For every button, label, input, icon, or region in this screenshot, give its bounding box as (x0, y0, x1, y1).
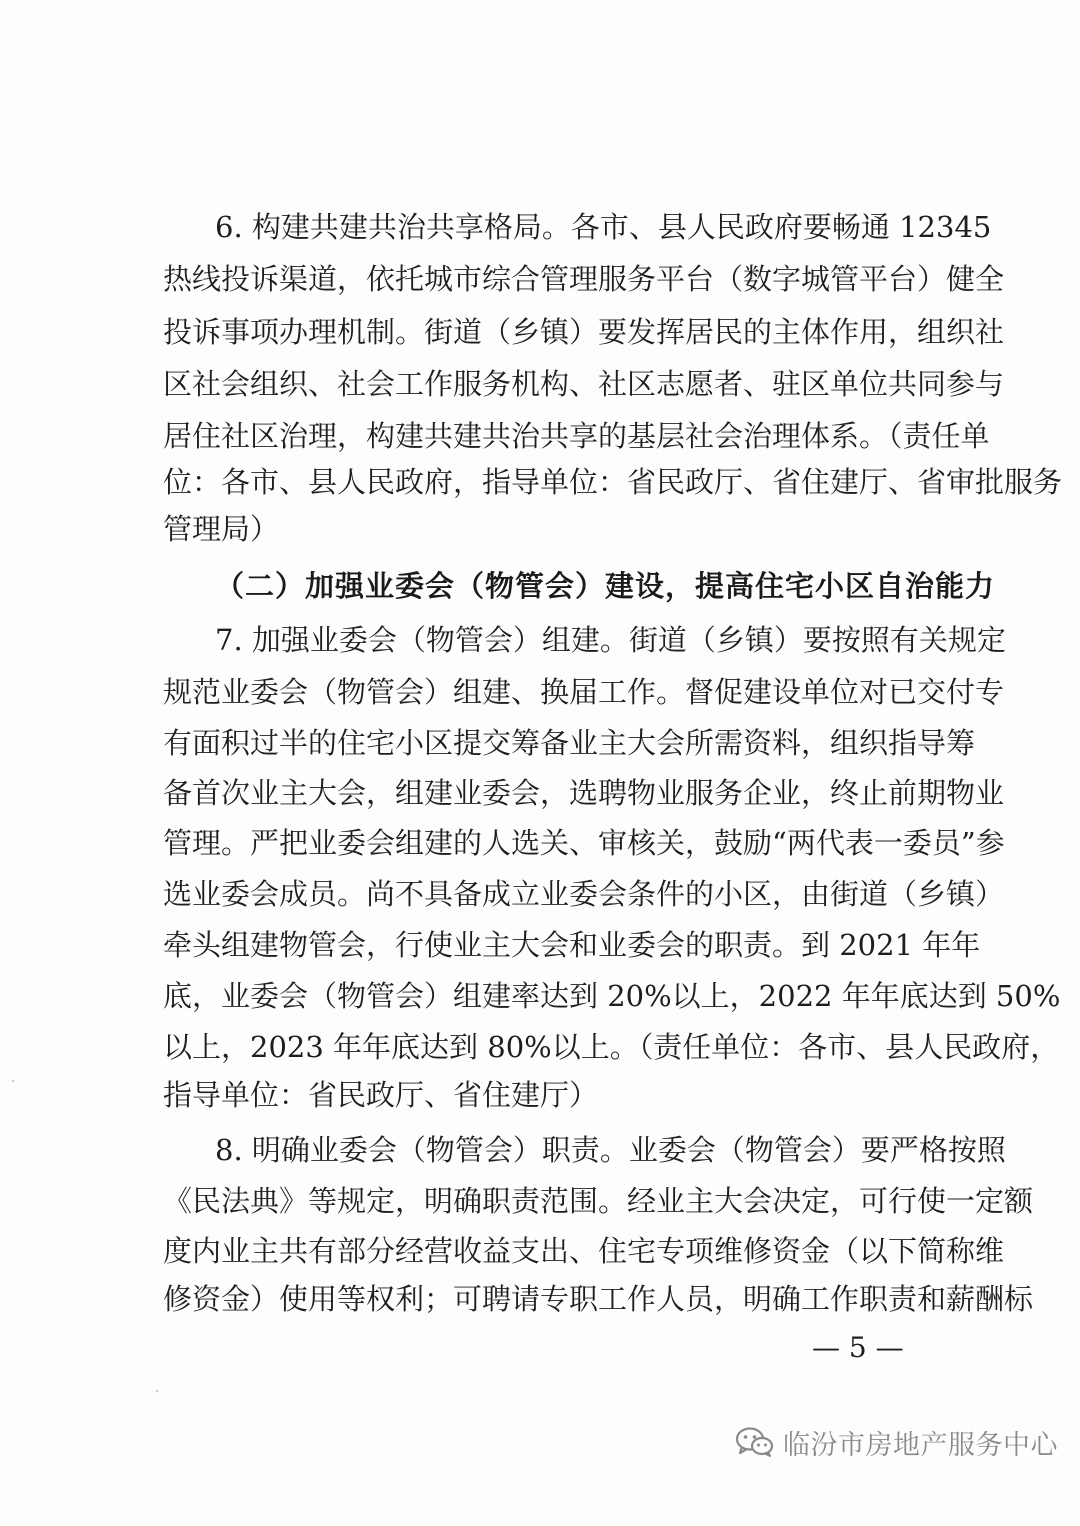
paragraph-line: 居住社区治理，构建共建共治共享的基层社会治理体系。（责任单 (163, 419, 990, 453)
paragraph-line: 投诉事项办理机制。街道（乡镇）要发挥居民的主体作用，组织社 (163, 315, 1005, 349)
paragraph-line: 《民法典》等规定，明确职责范围。经业主大会决定，可行使一定额 (163, 1184, 1034, 1218)
paragraph-line: 规范业委会（物管会）组建、换届工作。督促建设单位对已交付专 (163, 675, 1005, 709)
paragraph-line: 底，业委会（物管会）组建率达到 20%以上，2022 年年底达到 50% (163, 979, 1061, 1013)
paragraph-line: 修资金）使用等权利；可聘请专职工作人员，明确工作职责和薪酬标 (163, 1282, 1034, 1316)
paragraph-line: 度内业主共有部分经营收益支出、住宅专项维修资金（以下简称维 (163, 1234, 1005, 1268)
paragraph-line: 选业委会成员。尚不具备成立业委会条件的小区，由街道（乡镇） (163, 877, 1005, 911)
paragraph-line: 区社会组织、社会工作服务机构、社区志愿者、驻区单位共同参与 (163, 367, 1005, 401)
paragraph-line: 指导单位：省民政厅、省住建厅） (163, 1078, 599, 1112)
wechat-icon (735, 1426, 775, 1458)
watermark-text: 临汾市房地产服务中心 (783, 1429, 1058, 1461)
paragraph-line: 有面积过半的住宅小区提交筹备业主大会所需资料，组织指导筹 (163, 726, 976, 760)
paragraph-line: 7. 加强业委会（物管会）组建。街道（乡镇）要按照有关规定 (215, 623, 1006, 657)
paragraph-line: 热线投诉渠道，依托城市综合管理服务平台（数字城管平台）健全 (163, 262, 1005, 296)
paragraph-line: 管理局） (163, 512, 280, 546)
paragraph-line: 管理。严把业委会组建的人选关、审核关，鼓励“两代表一委员”参 (163, 826, 1005, 860)
section-heading: （二）加强业委会（物管会）建设，提高住宅小区自治能力 (215, 569, 996, 603)
paragraph-line: 位：各市、县人民政府，指导单位：省民政厅、省住建厅、省审批服务 (163, 465, 1063, 499)
paragraph-line: 牵头组建物管会，行使业主大会和业委会的职责。到 2021 年年 (163, 928, 981, 962)
paragraph-line: 8. 明确业委会（物管会）职责。业委会（物管会）要严格按照 (215, 1133, 1006, 1167)
paragraph-line: 6. 构建共建共治共享格局。各市、县人民政府要畅通 12345 (215, 210, 992, 244)
scan-speck (156, 1390, 158, 1392)
paragraph-line: 备首次业主大会，组建业委会，选聘物业服务企业，终止前期物业 (163, 776, 1005, 810)
scan-speck (12, 1080, 14, 1082)
watermark (735, 1422, 1058, 1462)
page-number: — 5 — (812, 1331, 904, 1364)
paragraph-line: 以上，2023 年年底达到 80%以上。（责任单位：各市、县人民政府， (163, 1030, 1060, 1064)
